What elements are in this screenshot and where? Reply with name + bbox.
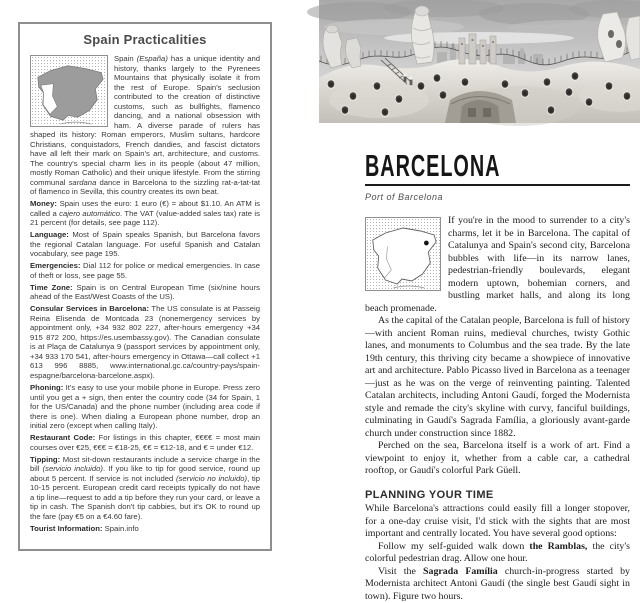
chapter-title-text: BARCELONA (365, 149, 500, 183)
entry-label: Tourist Information: (30, 524, 102, 533)
spain-practicalities-sidebar (18, 22, 272, 551)
text-segment: has a unique identity and history, thanks largely to the Pyrenees Mountains that physically isolate it from the rest of Europe. Spain's seclusion contributed to the creation of distinctive customs, such as bullfights, flamenco dancing, and a national obsession with ham. A diverse parade of rulers has shaped its history: Roman emperors, Muslim sultans, hardcore Christians, conquistadors, French dandies, and fascist dictators have all left their mark on Spain's art, architecture, and customs. The country's special charm lies in its people (about 47 million, mostly Roman Catholic) and their unique lifestyle. From the stirring communal (30, 54, 260, 187)
entry-label: Tipping: (30, 455, 60, 464)
planning-paragraphs (365, 503, 630, 603)
planning-heading: PLANNING YOUR TIME (365, 489, 630, 502)
body-paragraph (365, 315, 630, 440)
text-segment: the Ramblas, (529, 541, 587, 552)
text-segment: Perched on the sea, Barcelona itself is a work of art. Find a viewpoint to enjoy it, whether from a cable car, a cathedral rooftop, or Gaudí's colorful Park Güell. (365, 440, 630, 476)
text-segment: While Barcelona's attractions could easily fill a longer stopover, for a one-day cruise visit, I'd stick with the sights that are most important and centrally located. You have several good options: (365, 503, 630, 539)
chapter-title (365, 148, 630, 182)
practicality-entry (30, 383, 260, 431)
practicality-entry (30, 524, 260, 534)
text-segment: Visit the (378, 566, 423, 577)
practicality-entry (30, 283, 260, 302)
chapter-subtitle: Port of Barcelona (365, 192, 630, 202)
barcelona-chapter (365, 148, 630, 603)
text-segment: For listings in this chapter, €€€€ = most main courses over €25, €€€ = €18-25, €€ = €12-18, and € = under €12. (30, 433, 260, 452)
entry-label: Time Zone: (30, 283, 73, 292)
text-segment: As the capital of the Catalan people, Barcelona is full of history—with ancient Roman ruins, medieval churches, twisty Gothic lanes, and monuments to Columbus and the sea trade. By the late 19th century, this thriving city became a showpiece of innovative art and architecture. Pablo Picasso lived in Barcelona as a teenager—just as he was on the verge of reinventing painting. Talented Catalan architects, including Antoni Gaudí, forged the Modernista style and remade the city's skyline with curvy, fanciful buildings, culminating in Gaudí's Sagrada Família, a gloriously avant-garde church under construction since 1882. (365, 315, 630, 439)
entry-label: Phoning: (30, 383, 63, 392)
practicality-entry (30, 261, 260, 280)
entry-label: Emergencies: (30, 261, 80, 270)
text-segment: dance in Barcelona to the sizzling rat-a-tat-tat of flamenco in Sevilla, this country creates its own beat. (30, 178, 260, 197)
chapter-body (365, 215, 630, 603)
entry-label: Consular Services in Barcelona: (30, 304, 149, 313)
practicality-entry (30, 304, 260, 380)
text-segment: Dial 112 for police or medical emergencies. In case of theft or loss, see page 55. (30, 261, 260, 280)
spain-map-filled-svg (31, 56, 107, 126)
body-paragraph (365, 541, 630, 566)
entry-label: Language: (30, 230, 69, 239)
title-rule (365, 184, 630, 186)
text-segment: (servicio no incluido) (176, 474, 247, 483)
spain-map-barcelona-dot-icon (365, 217, 441, 291)
text-segment: Most of Spain speaks Spanish, but Barcelona favors the regional Catalan language. For useful Spanish and Catalan vocabulary, see page 195. (30, 230, 260, 258)
spain-map-filled-icon (30, 55, 108, 127)
text-segment: Spain is on Central European Time (six/nine hours ahead of the East/West Coasts of the US). (30, 283, 260, 302)
casa-mila-rooftop-photo (319, 0, 640, 123)
practicality-entry (30, 230, 260, 259)
entry-label: Restaurant Code: (30, 433, 95, 442)
barcelona-marker-dot (424, 241, 429, 246)
body-paragraph (365, 566, 630, 603)
text-segment: Spain uses the euro: 1 euro (€) = about $1.10. An ATM is called a (30, 199, 260, 218)
text-segment: Most sit-down restaurants include a service charge in the bill (30, 455, 260, 474)
text-segment: , tip 10-15 percent. European credit card receipts typically do not have a tip line—request to add a tip before they run your card, or leave a tip in cash. The Spanish don't tip cabbies, but it's OK to round up the fare (pay €5 on a €4.60 fare). (30, 474, 260, 521)
text-segment: (servicio incluido) (43, 464, 103, 473)
text-segment: Sagrada Família (423, 566, 498, 577)
text-segment: . The VAT (value-added sales tax) rate is 21 percent (for details, see page 112). (30, 209, 260, 228)
text-segment: It's easy to use your mobile phone in Europe. Press zero until you get a + sign, then enter the country code (34 for Spain, 1 for the US/Canada) and the phone number (including area code if there is one). When dialing a European phone number, drop an initial zero (except when calling Italy). (30, 383, 260, 430)
sidebar-title: Spain Practicalities (30, 32, 260, 47)
entry-label: Money: (30, 199, 57, 208)
sidebar-body (30, 54, 260, 533)
practicality-entry (30, 199, 260, 228)
text-segment: the city's colorful pedestrian drag. Allow one hour. (365, 541, 630, 565)
body-paragraph (365, 503, 630, 541)
text-segment: . If you like to tip for good service, round up about 5 percent. If service is not included (30, 464, 260, 483)
text-segment: Spain.info (102, 524, 138, 533)
practicalities-list (30, 199, 260, 533)
text-segment: Follow my self-guided walk down (378, 541, 529, 552)
practicality-entry (30, 433, 260, 452)
rooftop-photo-svg (319, 0, 640, 123)
text-segment: The US consulate is at Passeig Reina Elisenda de Montcada 23 (nonemergency services by appointment only, +34 932 802 227, after-hours emergency +34 915 872 200, https://es.usembassy.gov). The Canadian consulate is at Plaça de Catalunya 9 (passport services by appointment only, +34 933 170 541, after-hours emergency in Ottawa—call collect +1 613 996 8885, www.international.gc.ca/country-pays/spain-espagne/barcelona-barcelone.aspx). (30, 304, 260, 380)
text-segment: cajero automático (59, 209, 120, 218)
text-segment: If you're in the mood to surrender to a city's charms, let it be in Barcelona. The capital of Catalunya and Spain's second city, Barcelona bubbles with life—in its narrow lanes, pedestrian-friendly boulevards, elegant modern uptown, bohemian corners, and bustling market halls, and along its long beach promenade. (365, 215, 630, 314)
text-segment: Spain (114, 54, 137, 63)
spain-map-outline-svg (366, 218, 440, 290)
practicality-entry (30, 455, 260, 522)
text-segment: church-in-progress started by Modernista architect Antoni Gaudí (the single best Gaudí sight in town). Figure two hours. (365, 566, 630, 602)
body-paragraph (365, 440, 630, 478)
text-segment: (España) (137, 54, 168, 63)
text-segment: sardana (69, 178, 97, 187)
